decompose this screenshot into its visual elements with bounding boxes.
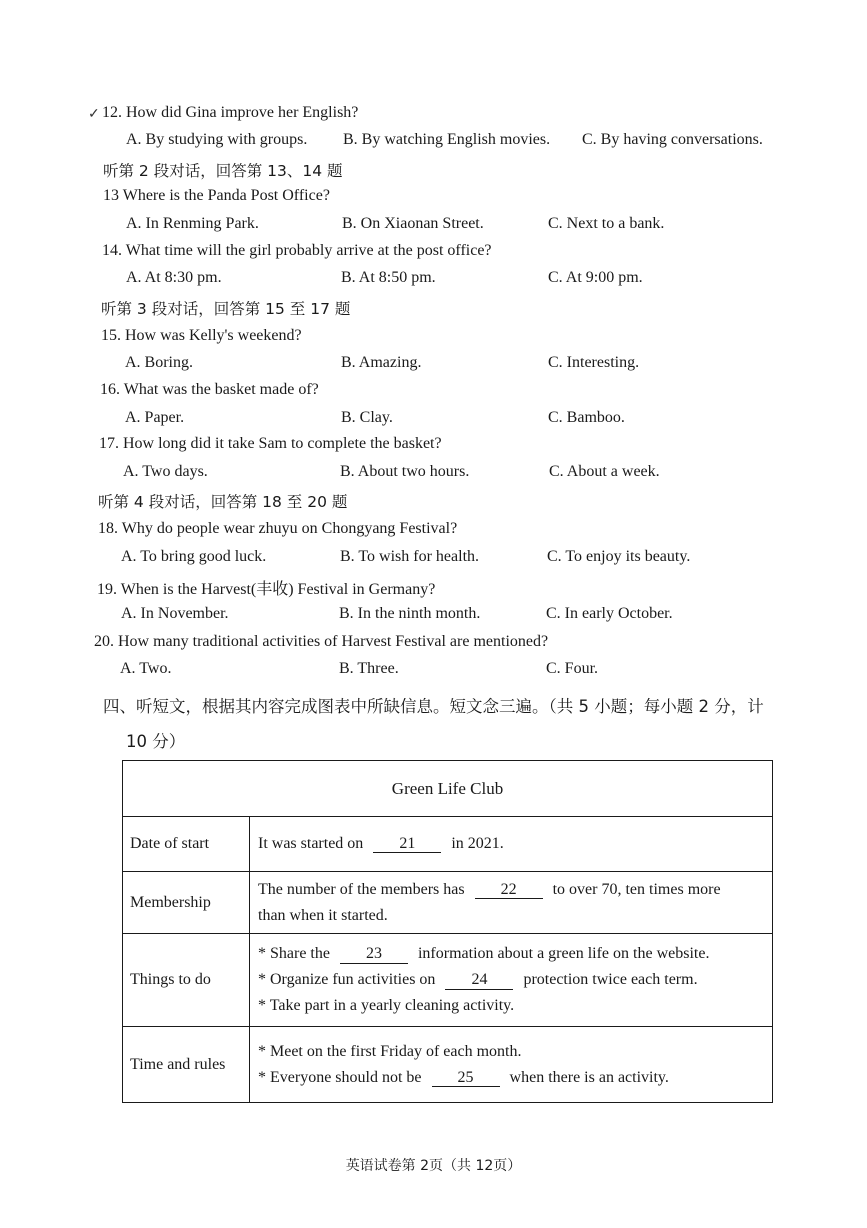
section-3-heading: 听第 3 段对话，回答第 15 至 17 题 (101, 300, 351, 318)
q19-option-b: B. In the ninth month. (339, 605, 481, 622)
question-14: 14. What time will the girl probably arrive at the post office? (102, 242, 492, 259)
q14-option-b: B. At 8:50 pm. (341, 269, 436, 286)
things-bullet-3: * Take part in a yearly cleaning activity. (258, 997, 515, 1014)
question-20: 20. How many traditional activities of Harvest Festival are mentioned? (94, 633, 549, 650)
answer-blank-25: 25 (432, 1069, 500, 1088)
row-content-things-to-do (250, 934, 773, 1027)
table-title: Green Life Club (123, 761, 773, 817)
question-18: 18. Why do people wear zhuyu on Chongyang Festival? (98, 520, 458, 537)
q18-option-b: B. To wish for health. (340, 548, 480, 565)
q14-option-a: A. At 8:30 pm. (126, 269, 222, 286)
q16-option-c: C. Bamboo. (548, 409, 625, 426)
question-17: 17. How long did it take Sam to complete the basket? (99, 435, 442, 452)
things-bullet-2: * Organize fun activities on 24 protection twice each term. (258, 971, 698, 988)
q14-option-c: C. At 9:00 pm. (548, 269, 643, 286)
q17-option-a: A. Two days. (123, 463, 208, 480)
table-row-membership (123, 872, 773, 934)
section-2-heading: 听第 2 段对话，回答第 13、14 题 (103, 162, 343, 180)
q13-option-a: A. In Renming Park. (126, 215, 259, 232)
q16-option-b: B. Clay. (341, 409, 393, 426)
q12-option-a: A. By studying with groups. (126, 131, 308, 148)
question-13: 13 Where is the Panda Post Office? (103, 187, 330, 204)
q15-option-a: A. Boring. (125, 354, 193, 371)
q17-option-c: C. About a week. (549, 463, 660, 480)
table-title-row (123, 761, 773, 817)
part-4-heading: 四、听短文，根据其内容完成图表中所缺信息。短文念三遍。（共 5 小题；每小题 2 分，计 (103, 697, 764, 716)
row-label-things-to-do: Things to do (123, 934, 250, 1027)
answer-blank-23: 23 (340, 945, 408, 964)
table-row-time-and-rules (123, 1027, 773, 1103)
question-15: 15. How was Kelly's weekend? (101, 327, 302, 344)
green-life-club-table (122, 760, 773, 1103)
answer-blank-21: 21 (373, 835, 441, 854)
table-row-things-to-do (123, 934, 773, 1027)
q20-option-b: B. Three. (339, 660, 399, 677)
row-label-date-of-start: Date of start (123, 817, 250, 872)
q13-option-b: B. On Xiaonan Street. (342, 215, 484, 232)
q17-option-b: B. About two hours. (340, 463, 470, 480)
rules-bullet-2: * Everyone should not be 25 when there is an activity. (258, 1068, 669, 1086)
answer-blank-22: 22 (475, 881, 543, 900)
row-content-time-and-rules (250, 1027, 773, 1103)
row-label-time-and-rules: Time and rules (123, 1027, 250, 1103)
handwritten-check-mark: ✓ (88, 107, 100, 122)
row-content-membership: The number of the members has 22 to over 70, ten times more than when it started. (250, 872, 773, 934)
rules-bullet-1: * Meet on the first Friday of each month. (258, 1042, 522, 1060)
q20-option-c: C. Four. (546, 660, 599, 677)
q12-option-c: C. By having conversations. (582, 131, 763, 148)
row-content-date-of-start: It was started on 21 in 2021. (250, 817, 773, 872)
page-footer: 英语试卷第 2页（共 12页） (345, 1158, 522, 1174)
q15-option-b: B. Amazing. (341, 354, 422, 371)
section-4-heading: 听第 4 段对话，回答第 18 至 20 题 (98, 493, 348, 511)
q18-option-a: A. To bring good luck. (121, 548, 267, 565)
question-12: 12. How did Gina improve her English? (102, 104, 359, 121)
q13-option-c: C. Next to a bank. (548, 215, 665, 232)
table-row-date-of-start (123, 817, 773, 872)
q20-option-a: A. Two. (120, 660, 172, 677)
answer-blank-24: 24 (445, 971, 513, 990)
row-label-membership: Membership (123, 872, 250, 934)
q18-option-c: C. To enjoy its beauty. (547, 548, 691, 565)
q16-option-a: A. Paper. (125, 409, 185, 426)
q19-option-a: A. In November. (121, 605, 229, 622)
q15-option-c: C. Interesting. (548, 354, 640, 371)
question-16: 16. What was the basket made of? (100, 381, 319, 398)
question-19: 19. When is the Harvest(丰收) Festival in Germany? (97, 581, 436, 598)
part-4-heading-continued: 10 分） (126, 732, 186, 751)
q12-option-b: B. By watching English movies. (343, 131, 551, 148)
things-bullet-1: * Share the 23 information about a green life on the website. (258, 945, 710, 962)
q19-option-c: C. In early October. (546, 605, 673, 622)
